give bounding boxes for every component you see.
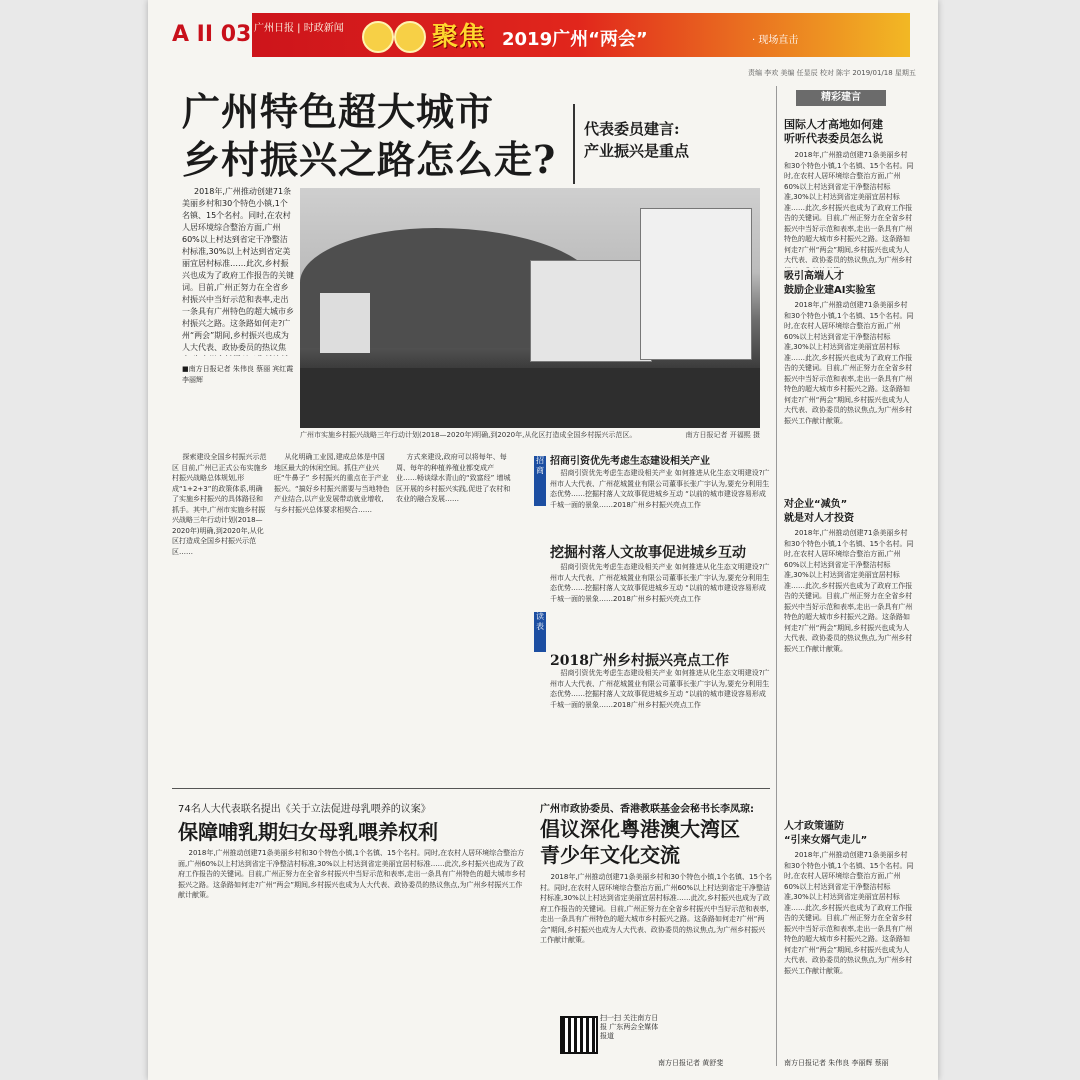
sidebar-body-4: 2018年,广州推动创建71条美丽乡村和30个特色小镇,1个名镇、15个名村。同时,在农村人居环境综合整治方面,广州60%以上村达到省定干净整洁村标准,30%以上村达到省定美丽宜居村标准……此次,乡村振兴也成为了政府工作报告的关键词。目前,广州正努力在全省乡村振兴中当好示范和表率,走出一条具有广州特色的超大城市乡村振兴之路。这条路如何走?广州“两会”期间,乡村振兴也成为人大代表、政协委员的热议焦点,为广州乡村振兴工作献计献策。 <box>784 851 914 975</box>
bottom-left-headline: 保障哺乳期妇女母乳喂养权利 <box>178 820 438 844</box>
main-subhead: 代表委员建言: 产业振兴是重点 <box>584 120 690 160</box>
body-column-3: 方式来建设,政府可以将每年、每周、每年的种植养殖业都变成产业……畅谈绿水青山的“致富经” 增城区开展的乡村振兴实践,促进了农村和农业的融合发展…… <box>396 453 511 503</box>
editor-credits: 责编 李欢 美编 任显辰 校对 陈宇 2019/01/18 星期五 <box>748 69 916 77</box>
label-tag: 读表 <box>534 612 546 652</box>
sidebar-title: 国际人才高地如何建 听听代表委员怎么说 <box>784 118 883 145</box>
divider <box>573 104 575 184</box>
newspaper-page <box>148 0 938 1080</box>
bottom-right-headline: 倡议深化粤港澳大湾区 青少年文化交流 <box>540 817 740 867</box>
qr-caption: 扫一扫 关注南方日报 广东两会全媒体报道 <box>600 1014 659 1040</box>
page-number: A II 03 <box>172 13 252 57</box>
sidebar-body-2: 2018年,广州推动创建71条美丽乡村和30个特色小镇,1个名镇、15个名村。同时,在农村人居环境综合整治方面,广州60%以上村达到省定干净整洁村标准,30%以上村达到省定美丽宜居村标准……此次,乡村振兴也成为了政府工作报告的关键词。目前,广州正努力在全省乡村振兴中当好示范和表率,走出一条具有广州特色的超大城市乡村振兴之路。这条路如何走?广州“两会”期间,乡村振兴也成为人大代表、政协委员的热议焦点,为广州乡村振兴工作献计献策。 <box>784 301 914 425</box>
qr-code[interactable] <box>560 1016 598 1054</box>
sidebar-body-3: 2018年,广州推动创建71条美丽乡村和30个特色小镇,1个名镇、15个名村。同时,在农村人居环境综合整治方面,广州60%以上村达到省定干净整洁村标准,30%以上村达到省定美丽宜居村标准……此次,乡村振兴也成为了政府工作报告的关键词。目前,广州正努力在全省乡村振兴中当好示范和表率,走出一条具有广州特色的超大城市乡村振兴之路。这条路如何走?广州“两会”期间,乡村振兴也成为人大代表、政协委员的热议焦点,为广州乡村振兴工作献计献策。 <box>784 529 914 653</box>
sidebar-subhead: 人才政策谨防 “引来女婿气走儿” <box>784 821 868 846</box>
sidebar-body-1: 2018年,广州推动创建71条美丽乡村和30个特色小镇,1个名镇、15个名村。同时,在农村人居环境综合整治方面,广州60%以上村达到省定干净整洁村标准,30%以上村达到省定美丽宜居村标准……此次,乡村振兴也成为了政府工作报告的关键词。目前,广州正努力在全省乡村振兴中当好示范和表率,走出一条具有广州特色的超大城市乡村振兴之路。这条路如何走?广州“两会”期间,乡村振兴也成为人大代表、政协委员的热议焦点,为广州乡村 <box>784 151 914 264</box>
lead-paragraph: 2018年,广州推动创建71条美丽乡村和30个特色小镇,1个名镇、15个名村。同时,在农村人居环境综合整治方面,广州60%以上村达到省定干净整洁村标准,30%以上村达到省定美丽宜居村标准……此次,乡村振兴也成为了政府工作报告的关键词。目前,广州正努力在全省乡村振兴中当好示范和表率,走出一条具有广州特色的超大城市乡村振兴之路。这条路如何走?广州“两会”期间,乡村振兴也成为人大代表、政协委员的热议焦 <box>182 187 294 352</box>
bottom-right-kicker: 广州市政协委员、香港教联基金会秘书长李凤琼: <box>540 804 754 815</box>
body-column-1: 探索建设全国乡村振兴示范区 目前,广州已正式公布实施乡村振兴战略总体规划,形成“1+2+3”的政策体系,明确了实施乡村振兴的具体路径和抓手。其中,广州市实施乡村振兴战略三年行动计划(2018—2020年)明确,到2020年,从化区打造成全国乡村振兴示范区…… <box>172 453 268 556</box>
body-column-5: 招商引资优先考虑生态建设相关产业 如何推进从化生态文明建设?广州市人大代表、广州花城置业有限公司董事长张广宇认为,要充分利用生态优势……挖掘村落人文故事促进城乡互动 “以前的城市建设容易形成千城一面的景象……2018广州乡村振兴亮点工作 <box>550 563 770 603</box>
section-label: 广州日报 | 时政新闻 <box>254 23 344 34</box>
bottom-left-kicker: 74名人大代表联名提出《关于立法促进母乳喂养的议案》 <box>178 804 431 815</box>
banner-subtitle: 2019广州“两会” <box>502 29 648 50</box>
body-column-6: 招商引资优先考虑生态建设相关产业 如何推进从化生态文明建设?广州市人大代表、广州花城置业有限公司董事长张广宇认为,要充分利用生态优势……挖掘村落人文故事促进城乡互动 “以前的城市建设容易形成千城一面的景象……2018广州乡村振兴亮点工作 <box>550 669 770 709</box>
bottom-right-byline: 南方日报记者 黄舒斐 <box>658 1059 724 1067</box>
emblem-icon <box>362 21 394 53</box>
divider <box>172 788 770 789</box>
body-column-2: 从化明确工业园,建成总体是中国地区最大的休闲空间。抓住产业兴旺“牛鼻子” 乡村振兴的重点在于产业振兴。“搞好乡村振兴需要与当地特色产业结合,以产业发展带动就业增收,与乡村振兴总体要求相契合…… <box>274 453 390 514</box>
label-tag: 招商 <box>534 456 546 506</box>
main-headline: 广州特色超大城市 乡村振兴之路怎么走? <box>182 89 557 182</box>
section-head-2: 挖掘村落人文故事促进城乡互动 <box>550 545 746 561</box>
sidebar-byline: 南方日报记者 朱伟良 李丽辉 蔡丽 <box>784 1059 889 1067</box>
bottom-left-body: 2018年,广州推动创建71条美丽乡村和30个特色小镇,1个名镇、15个名村。同时,在农村人居环境综合整治方面,广州60%以上村达到省定干净整洁村标准,30%以上村达到省定美丽宜居村标准……此次,乡村振兴也成为了政府工作报告的关键词。目前,广州正努力在全省乡村振兴中当好示范和表率,走出一条具有广州特色的超大城市乡村振兴之路。这条路如何走?广州“两会”期间,乡村振兴也成为人大代表、政协委员的热议焦点,为广州乡村振兴工作献计献策。 <box>178 849 526 899</box>
photo-caption: 广州市实施乡村振兴战略三年行动计划(2018—2020年)明确,到2020年,从化区打造成全国乡村振兴示范区。 南方日报记者 开福熙 摄 <box>300 431 760 439</box>
sidebar-subhead: 吸引高端人才 鼓励企业建AI实验室 <box>784 271 876 296</box>
main-byline: ■南方日报记者 朱伟良 蔡丽 宾红霞 李丽辉 <box>182 365 294 384</box>
section-head-1: 招商引资优先考虑生态建设相关产业 <box>550 456 710 467</box>
body-column-4: 招商引资优先考虑生态建设相关产业 如何推进从化生态文明建设?广州市人大代表、广州花城置业有限公司董事长张广宇认为,要充分利用生态优势……挖掘村落人文故事促进城乡互动 “以前的城市建设容易形成千城一面的景象……2018广州乡村振兴亮点工作 <box>550 469 770 509</box>
banner-title: 聚焦 <box>432 22 487 52</box>
banner-tag: · 现场直击 <box>752 35 799 46</box>
village-photo <box>300 188 760 428</box>
page-header-banner <box>172 13 910 57</box>
sidebar-tag: 精彩建言 <box>796 90 886 106</box>
sidebar-subhead: 对企业“减负” 就是对人才投资 <box>784 499 854 524</box>
section-head-3: 2018广州乡村振兴亮点工作 <box>550 653 729 669</box>
emblem-icon <box>394 21 426 53</box>
bottom-right-body: 2018年,广州推动创建71条美丽乡村和30个特色小镇,1个名镇、15个名村。同时,在农村人居环境综合整治方面,广州60%以上村达到省定干净整洁村标准,30%以上村达到省定美丽宜居村标准……此次,乡村振兴也成为了政府工作报告的关键词。目前,广州正努力在全省乡村振兴中当好示范和表率,走出一条具有广州特色的超大城市乡村振兴之路。这条路如何走?广州“两会”期间,乡村振兴也成为人大代表、政协委员的热议焦点,为广州乡村振兴工作献计献策。 <box>540 873 772 944</box>
